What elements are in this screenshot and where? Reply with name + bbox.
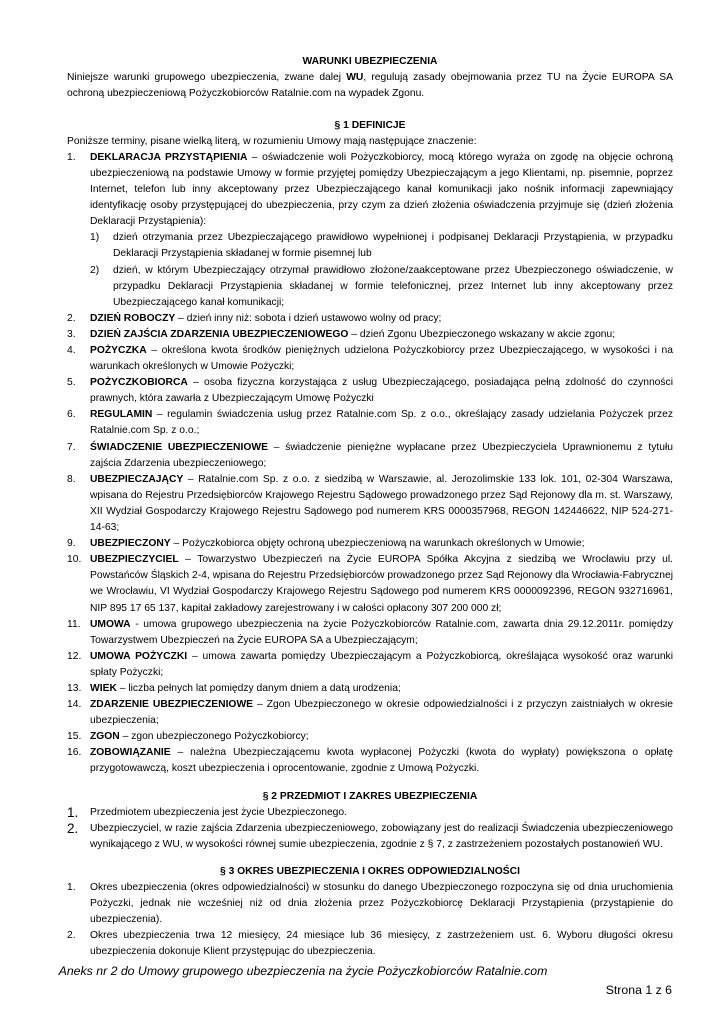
section-3-heading: § 3 OKRES UBEZPIECZENIA I OKRES ODPOWIEDZIALNOŚCI — [220, 865, 520, 877]
section-3-list — [67, 880, 673, 960]
definition-text — [90, 536, 673, 552]
definition-text — [90, 311, 673, 327]
definition-term: ŚWIADCZENIE UBEZPIECZENIOWE — [90, 441, 268, 453]
definition-body: – należna Ubezpieczającemu kwota wypłaconej Pożyczki (kwota do wypłaty) powiększona o opłatę przygotowawczą, koszt ubezpieczenia i oprocentowanie, zgodnie z Umową Pożyczki. — [90, 747, 673, 775]
item-number: 12. — [67, 650, 82, 662]
document-title: WARUNKI UBEZPIECZENIA — [302, 56, 438, 67]
definition-term: UMOWA POŻYCZKI — [90, 650, 188, 662]
definition-body: – regulamin świadczenia usług przez Ratalnie.com Sp. z o.o., określający zasady udzielania Pożyczek przez Ratalnie.com Sp. z o.o.; — [90, 409, 673, 437]
subitem-number: 2) — [90, 264, 100, 276]
intro-bold: WU — [346, 72, 364, 83]
definition-item — [67, 375, 673, 407]
footer-title: Aneks nr 2 do Umowy grupowego ubezpieczenia na życie Pożyczkobiorców Ratalnie.com — [58, 964, 548, 978]
definition-item — [67, 343, 673, 375]
definition-text — [90, 729, 673, 745]
definition-item — [67, 552, 673, 616]
subitem — [90, 263, 673, 311]
definition-body: – dzień Zgonu Ubezpieczonego wskazany w akcie zgonu; — [348, 328, 616, 340]
definition-item — [67, 440, 673, 472]
definition-term: REGULAMIN — [90, 409, 153, 421]
definition-item — [67, 407, 673, 439]
definition-text — [90, 745, 673, 777]
item-number: 2. — [67, 930, 76, 942]
definition-term: UBEZPIECZAJĄCY — [90, 473, 184, 485]
definition-term: ZGON — [90, 731, 120, 743]
subitem-number: 1) — [90, 232, 100, 244]
item-number: 14. — [67, 699, 82, 711]
definition-text — [90, 617, 673, 649]
subitem — [90, 230, 673, 262]
definition-body: – zgon ubezpieczonego Pożyczkobiorcy; — [119, 731, 309, 743]
section-1-lead: Poniższe terminy, pisane wielką literą, w rozumieniu Umowy mają następujące znaczenie: — [67, 135, 477, 147]
subitem-text: dzień, w którym Ubezpieczający otrzymał prawidłowo złożone/zaakceptowane przez Ubezpieczonego oświadczenie, w przypadku Deklaracji Przystąpienia składanej w formie telefonicznej, przez Internet lub inny akceptowany przez Ubezpieczającego kanał komunikacji; — [113, 264, 673, 308]
item-text: Ubezpieczyciel, w razie zajścia Zdarzenia ubezpieczeniowego, zobowiązany jest do realizacji Świadczenia ubezpieczeniowego wynikającego z WU, w wysokości równej sumie ubezpieczenia, zgodnie z § 7, z zastrzeżeniem pozostałych postanowień WU. — [90, 822, 673, 850]
item-number: 9. — [67, 538, 76, 550]
definitions-list — [67, 150, 673, 778]
item-text: Przedmiotem ubezpieczenia jest życie Ubezpieczonego. — [90, 806, 347, 818]
section-3-item — [67, 928, 673, 960]
definition-item — [67, 311, 673, 327]
definition-item — [67, 327, 673, 343]
item-text: Okres ubezpieczenia (okres odpowiedzialności) w stosunku do danego Ubezpieczonego rozpoczyna się od dnia uruchomienia Pożyczki, jednak nie wcześniej niż od dnia złożenia przez Pożyczkobiorcę Deklaracji Przystąpienia (przystąpienie do ubezpieczenia). — [90, 881, 673, 926]
item-number: 4. — [67, 345, 76, 357]
item-number: 2. — [67, 312, 76, 324]
definition-body: – dzień inny niż: sobota i dzień ustawowo wolny od pracy; — [175, 312, 442, 324]
definition-text — [90, 472, 673, 536]
item-number: 1. — [67, 881, 76, 893]
definition-item — [67, 150, 673, 311]
item-number: 15. — [67, 731, 82, 743]
definition-text — [90, 649, 673, 681]
definition-text — [90, 440, 673, 472]
item-text: Okres ubezpieczenia trwa 12 miesięcy, 24 miesiące lub 36 miesięcy, z zastrzeżeniem ust. 6. Wyboru długości okresu ubezpieczenia dokonuje Klient przystępując do ubezpieczenia. — [90, 930, 673, 958]
definition-body: – świadczenie pieniężne wypłacane przez Ubezpieczyciela Uprawnionemu z tytułu zajścia Zdarzenia ubezpieczeniowego; — [90, 441, 673, 469]
intro-text: Niniejsze warunki grupowego ubezpieczenia, zwane dalej — [67, 72, 347, 83]
item-number: 1. — [67, 804, 79, 820]
definition-term: DEKLARACJA PRZYSTĄPIENIA — [90, 151, 248, 163]
item-number: 2. — [67, 820, 79, 836]
definition-term: DZIEŃ ZAJŚCIA ZDARZENIA UBEZPIECZENIOWEGO — [90, 328, 349, 340]
item-number: 16. — [67, 747, 82, 759]
definition-item — [67, 617, 673, 649]
intro-paragraph — [67, 70, 673, 103]
item-number: 6. — [67, 409, 76, 421]
definition-term: ZDARZENIE UBEZPIECZENIOWE — [90, 699, 254, 711]
definition-body: – liczba pełnych lat pomiędzy danym dniem a datą urodzenia; — [116, 682, 401, 694]
section-1-heading: § 1 DEFINICJE — [334, 119, 406, 131]
definition-term: UBEZPIECZONY — [90, 538, 171, 550]
definition-body: – określona kwota środków pieniężnych udzielona Pożyczkobiorcy przez Ubezpieczającego, w wysokości i na warunkach określonych w Umowie Pożyczki; — [90, 345, 673, 373]
document-page — [67, 54, 673, 960]
subitem-text: dzień otrzymania przez Ubezpieczającego prawidłowo wypełnionej i podpisanej Deklaracji Przystąpienia, w przypadku Deklaracji Przystąpienia składanej w formie pisemnej lub — [113, 232, 673, 260]
definition-body: – Towarzystwo Ubezpieczeń na Życie EUROPA Spółka Akcyjna z siedzibą we Wrocławiu przy ul. Powstańców Śląskich 2-4, wpisana do Rejestru Przedsiębiorców prowadzonego przez Sąd Rejonowy dla Wrocławia-Fabrycznej we Wrocławiu, VI Wydział Gospodarczy Krajowego Rejestru Sądowego pod numerem KRS 0000092396, REGON 932716961, NIP 895 17 65 137, kapitał zakładowy zarejestrowany i w całości opłacony 307 200 000 zł; — [90, 554, 673, 614]
definition-term: POŻYCZKA — [90, 345, 147, 357]
item-number: 7. — [67, 441, 76, 453]
item-number: 1. — [67, 151, 76, 163]
definition-text — [90, 552, 673, 616]
item-number: 3. — [67, 328, 76, 340]
definition-term: WIEK — [90, 682, 117, 694]
item-number: 11. — [67, 618, 81, 630]
definition-item — [67, 729, 673, 745]
definition-term: ZOBOWIĄZANIE — [90, 747, 171, 759]
definition-body: – Pożyczkobiorca objęty ochroną ubezpieczeniową na warunkach określonych w Umowie; — [170, 538, 585, 550]
definition-term: DZIEŃ ROBOCZY — [90, 312, 176, 324]
definition-body: - umowa grupowego ubezpieczenia na życie Pożyczkobiorców Ratalnie.com, zawarta dnia 29.12.2011r. pomiędzy Towarzystwem Ubezpieczeń na Życie EUROPA SA a Ubezpieczającym; — [90, 618, 673, 646]
definition-text — [90, 150, 673, 311]
definition-term: UBEZPIECZYCIEL — [90, 554, 179, 566]
section-2-item — [67, 805, 673, 821]
definition-body: – osoba fizyczna korzystająca z usług Ubezpieczającego, posiadająca pełną zdolność do czynności prawnych, która zawarła z Ubezpieczającym Umowę Pożyczki — [90, 377, 673, 405]
definition-text — [90, 681, 673, 697]
item-number: 10. — [67, 554, 82, 566]
definition-item — [67, 745, 673, 777]
section-2-heading: § 2 PRZEDMIOT I ZAKRES UBEZPIECZENIA — [262, 790, 478, 802]
definition-item — [67, 697, 673, 729]
definition-text — [90, 407, 673, 439]
definition-term: POŻYCZKOBIORCA — [90, 377, 188, 389]
definition-body: – Ratalnie.com Sp. z o.o. z siedzibą w Warszawie, al. Jerozolimskie 133 lok. 101, 02-304 Warszawa, wpisana do Rejestru Przedsiębiorców Krajowego Rejestru Sądowego prowadzonego przez Sąd Rejonowy dla m. st. Warszawy, XII Wydział Gospodarczy Krajowego Rejestru Sądowego pod numerem KRS 0000357968, REGON 142446622, NIP 524-271-14-63; — [90, 473, 673, 534]
item-number: 8. — [67, 473, 76, 485]
definition-text — [90, 375, 673, 407]
item-number: 13. — [67, 682, 82, 694]
definition-body: – umowa zawarta pomiędzy Ubezpieczającym a Pożyczkobiorcą, określająca wysokość oraz warunki spłaty Pożyczki; — [90, 650, 673, 678]
page-number: Strona 1 z 6 — [605, 983, 672, 997]
definition-term: UMOWA — [90, 618, 131, 630]
definition-item — [67, 472, 673, 536]
definition-item — [67, 536, 673, 552]
definition-item — [67, 649, 673, 681]
item-number: 5. — [67, 377, 76, 389]
section-3-item — [67, 880, 673, 928]
section-2-list — [67, 805, 673, 853]
definition-body: – Zgon Ubezpieczonego w okresie odpowiedzialności i z przyczyn zaistniałych w okresie ubezpieczenia; — [90, 699, 673, 727]
section-2-item — [67, 821, 673, 853]
intro-text-end: , regulują zasady obejmowania przez TU na Życie EUROPA SA ochroną ubezpieczeniową Pożyczkobiorców Ratalnie.com na wypadek Zgonu. — [67, 72, 673, 100]
definition-text — [90, 343, 673, 375]
definition-text — [90, 697, 673, 729]
definition-text — [90, 327, 673, 343]
definition-body: – oświadczenie woli Pożyczkobiorcy, mocą którego wyraża on zgodę na objęcie ochroną ubezpieczeniową na podstawie Umowy w formie przyjętej pomiędzy Ubezpieczającym a jego Klientami, np. pisemnie, poprzez Internet, telefon lub inny akceptowany przez Ubezpieczającego kanał komunikacji jako nośnik informacji zapewniający identyfikację osoby przystępującej do ubezpieczenia, przy czym za dzień złożenia oświadczenia przyjmuje się (dzień złożenia Deklaracji Przystąpienia): — [90, 151, 673, 228]
definition-item — [67, 681, 673, 697]
